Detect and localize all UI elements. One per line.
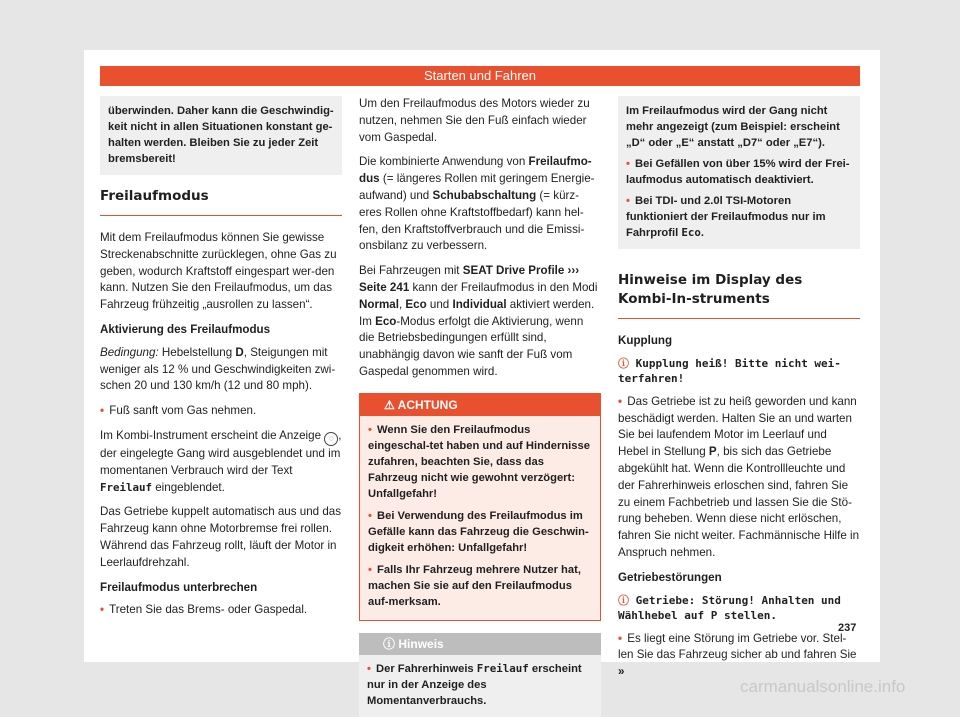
warning-box [359, 393, 601, 621]
note-body: • Der Fahrerhinweis Freilauf erscheint nur in der Anzeige des Momentanverbrauchs. [367, 661, 582, 707]
bullet-item: • Bei TDI- und 2.0l TSI-Motoren funktioniert der Freilaufmodus nur im Fahrprofil Eco. [626, 195, 826, 239]
subheader-aktivierung: Aktivierung des Freilaufmodus [100, 322, 271, 336]
continued-warning-box: überwinden. Daher kann die Geschwindig-keit nicht in allen Situationen konstant ge-halten werden. Bleiben Sie zu jeder Zeit bremsbereit! [100, 96, 342, 175]
condition-label: Bedingung: [100, 345, 159, 359]
column-right [618, 96, 860, 689]
subheader-kupplung: Kupplung [618, 334, 673, 347]
bullet-icon: • [626, 158, 630, 170]
bullet-icon: • [368, 563, 372, 576]
bullet-item: • Bei Gefällen von über 15% wird der Frei-laufmodus automatisch deaktiviert. [626, 158, 850, 186]
warning-item: • Falls Ihr Fahrzeug mehrere Nutzer hat, machen Sie sie auf den Freilaufmodus auf-merksam. [368, 563, 581, 608]
continue-mark: » [618, 665, 625, 679]
note-box [359, 633, 601, 717]
bullet-icon: • [100, 603, 105, 617]
bullet-icon: • [618, 394, 623, 408]
paragraph: Das Getriebe kuppelt automatisch aus und das Fahrzeug kann ohne Motorbremse frei rollen. Während das Fahrzeug rollt, läuft der Motor in Leerlaufdrehzahl. [100, 505, 342, 569]
bullet-icon: • [100, 404, 105, 418]
warning-circle-icon: ⓘ [618, 593, 629, 607]
paragraph: Mit dem Freilaufmodus können Sie gewisse Streckenabschnitte zurücklegen, ohne Gas zu geben, wodurch Kraftstoff eingespart wer-den kann. Nutzen Sie den Freilaufmodus, um das Fahrzeug frühzeitig „ausrollen zu lassen“. [100, 231, 337, 312]
warning-circle-icon: ⓘ [618, 356, 629, 370]
subheader-getriebestoerungen: Getriebestörungen [618, 570, 722, 584]
bullet-item: • Fuß sanft vom Gas nehmen. [100, 404, 257, 418]
paragraph-condition: Bedingung: Hebelstellung D, Steigungen mit weniger als 12 % und Geschwindigkeiten zwi-schen 20 und 130 km/h (12 und 80 mph). [100, 345, 336, 393]
bullet-icon: • [618, 631, 623, 645]
column-left [100, 96, 342, 627]
warning-item: • Wenn Sie den Freilaufmodus eingeschal-tet haben und auf Hindernisse zufahren, beachten Sie, dass das Fahrzeug nicht wie gewohnt verzögert: Unfallgefahr! [368, 423, 590, 500]
paragraph: Bei Fahrzeugen mit SEAT Drive Profile ››› Seite 241 kann der Freilaufmodus in den Modi Normal, Eco und Individual aktiviert werden. Im Eco-Modus erfolgt die Aktivierung, wenn die Betriebsbedingungen erfüllt sind, unabhängig davon wie sanft der Fuß vom Gaspedal genommen wird. [359, 264, 598, 378]
bullet-item: • Das Getriebe ist zu heiß geworden und kann beschädigt werden. Halten Sie an und warten Sie bei laufendem Motor im Leerlauf und Hebel in Stellung P, bis sich das Getriebe abgekühlt hat. Wenn die Kontrollleuchte und der Fahrerhinweis erloschen sind, fahren Sie zu einem Fachbetrieb und lassen Sie die Stö-rung beheben. Wenn diese nicht erlöschen, fahren Sie nicht weiter. Fachmännische Hilfe in Anspruch nehmen. [618, 394, 860, 559]
subheader-unterbrechen: Freilaufmodus unterbrechen [100, 580, 258, 594]
page-reference-link[interactable]: SEAT Drive Profile ››› Seite 241 [359, 264, 580, 294]
bullet-icon: • [367, 662, 371, 675]
section-title-display-hinweise: Hinweise im Display des Kombi-In-struments [618, 249, 860, 319]
paragraph: Im Kombi-Instrument erscheint die Anzeige ◌ , der eingelegte Gang wird ausgeblendet und im momentanen Verbrauch wird der Text Freilauf eingeblendet. [100, 428, 342, 494]
page-header: Starten und Fahren [100, 66, 860, 86]
paragraph: Um den Freilaufmodus des Motors wieder zu nutzen, nehmen Sie den Fuß einfach wieder vom Gaspedal. [359, 97, 590, 144]
bullet-icon: • [368, 509, 372, 522]
bullet-icon: • [368, 423, 372, 436]
page-number: 237 [838, 622, 857, 634]
freilauf-indicator-icon: ◌ [324, 432, 338, 446]
warning-body [360, 416, 600, 620]
watermark: carmanualsonline.info [740, 677, 906, 696]
continued-note-box: Im Freilaufmodus wird der Gang nicht mehr angezeigt (zum Beispiel: erscheint „D“ oder „E“ anstatt „D7“ oder „E7“). • Bei Gefällen von über 15% wird der Frei-laufmodus automatisch deaktiviert. • Bei TDI- und 2.0l TSI-Motoren funktioniert der Freilaufmodus nur im Fahrprofil Eco. [618, 96, 860, 249]
note-header: ⓘ Hinweis [359, 633, 601, 655]
section-title-freilaufmodus: Freilaufmodus [100, 175, 342, 216]
warning-triangle-icon: ⚠ [384, 397, 395, 412]
paragraph: Die kombinierte Anwendung von Freilaufmo-dus (= längeres Rollen mit geringem Energie-aufwand) und Schubabschaltung (= kürz-eres Rollen ohne Kraftstoffbedarf) kann hel-fen, den Kraftstoffverbrauch und die Emissi-onsbilanz zu verbessern. [359, 155, 595, 253]
column-middle [359, 96, 601, 717]
warning-header: ⚠ ACHTUNG [360, 394, 600, 416]
info-icon: ⓘ [383, 636, 396, 651]
display-message: ⓘ Getriebe: Störung! Anhalten und Wählhebel auf P stellen. [618, 593, 841, 622]
display-message: ⓘ Kupplung heiß! Bitte nicht wei-terfahren! [618, 356, 841, 385]
bullet-item: • Es liegt eine Störung im Getriebe vor. Stel-len Sie das Fahrzeug sicher ab und fahren Sie » [618, 631, 857, 679]
bullet-icon: • [626, 195, 630, 207]
bullet-item: • Treten Sie das Brems- oder Gaspedal. [100, 603, 308, 617]
warning-item: • Bei Verwendung des Freilaufmodus im Gefälle kann das Fahrzeug die Geschwin-digkeit erhöhen: Unfallgefahr! [368, 509, 589, 554]
